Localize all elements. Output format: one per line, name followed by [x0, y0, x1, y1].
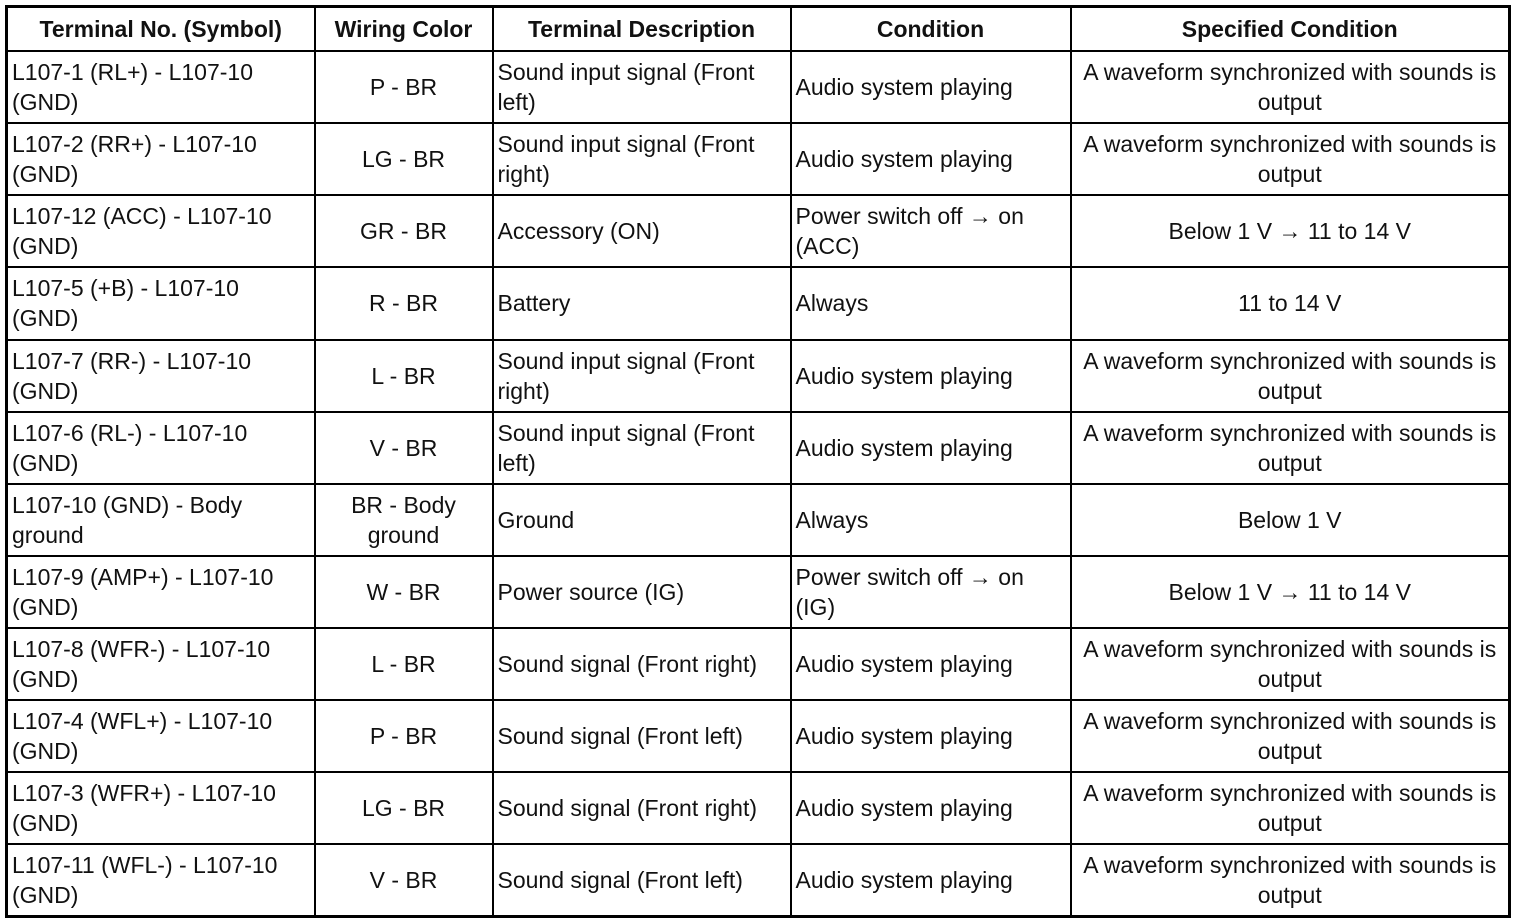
cell-terminal-description: Accessory (ON): [493, 195, 791, 267]
table-row: [7, 123, 1510, 195]
cell-terminal-no: L107-7 (RR-) - L107-10 (GND): [7, 340, 315, 412]
table-row: [7, 412, 1510, 484]
table-row: [7, 844, 1510, 916]
cell-wiring-color: L - BR: [315, 628, 493, 700]
cell-terminal-no: L107-10 (GND) - Body ground: [7, 484, 315, 556]
table-row: [7, 340, 1510, 412]
cell-terminal-description: Battery: [493, 267, 791, 339]
cell-condition: Audio system playing: [791, 628, 1071, 700]
table-row: [7, 267, 1510, 339]
cell-terminal-description: Sound input signal (Front left): [493, 51, 791, 123]
cell-terminal-no: L107-12 (ACC) - L107-10 (GND): [7, 195, 315, 267]
cell-terminal-no: L107-8 (WFR-) - L107-10 (GND): [7, 628, 315, 700]
table-row: [7, 195, 1510, 267]
cell-terminal-description: Sound input signal (Front right): [493, 340, 791, 412]
cell-terminal-description: Power source (IG): [493, 556, 791, 628]
cell-wiring-color: V - BR: [315, 412, 493, 484]
header-condition: Condition: [791, 7, 1071, 52]
cell-terminal-description: Ground: [493, 484, 791, 556]
terminal-inspection-table: [5, 5, 1511, 918]
cell-wiring-color: LG - BR: [315, 772, 493, 844]
header-terminal-description: Terminal Description: [493, 7, 791, 52]
cell-terminal-description: Sound signal (Front right): [493, 772, 791, 844]
cell-wiring-color: BR - Body ground: [315, 484, 493, 556]
cell-specified-condition: Below 1 V → 11 to 14 V: [1071, 195, 1510, 267]
cell-wiring-color: R - BR: [315, 267, 493, 339]
cell-condition: Audio system playing: [791, 412, 1071, 484]
cell-terminal-no: L107-2 (RR+) - L107-10 (GND): [7, 123, 315, 195]
cell-terminal-description: Sound signal (Front right): [493, 628, 791, 700]
cell-condition: Audio system playing: [791, 340, 1071, 412]
cell-terminal-no: L107-1 (RL+) - L107-10 (GND): [7, 51, 315, 123]
table-row: [7, 484, 1510, 556]
cell-condition: Always: [791, 267, 1071, 339]
cell-specified-condition: Below 1 V: [1071, 484, 1510, 556]
cell-wiring-color: V - BR: [315, 844, 493, 916]
cell-terminal-no: L107-6 (RL-) - L107-10 (GND): [7, 412, 315, 484]
cell-wiring-color: P - BR: [315, 51, 493, 123]
table-row: [7, 772, 1510, 844]
table-row: [7, 628, 1510, 700]
cell-specified-condition: A waveform synchronized with sounds is output: [1071, 772, 1510, 844]
cell-terminal-no: L107-11 (WFL-) - L107-10 (GND): [7, 844, 315, 916]
cell-specified-condition: A waveform synchronized with sounds is output: [1071, 51, 1510, 123]
cell-terminal-no: L107-4 (WFL+) - L107-10 (GND): [7, 700, 315, 772]
header-wiring-color: Wiring Color: [315, 7, 493, 52]
table-row: [7, 556, 1510, 628]
header-terminal-no: Terminal No. (Symbol): [7, 7, 315, 52]
cell-terminal-description: Sound signal (Front left): [493, 844, 791, 916]
cell-condition: Audio system playing: [791, 844, 1071, 916]
cell-condition: Power switch off → on (IG): [791, 556, 1071, 628]
cell-wiring-color: L - BR: [315, 340, 493, 412]
table-header-row: [7, 7, 1510, 52]
cell-wiring-color: GR - BR: [315, 195, 493, 267]
cell-condition: Power switch off → on (ACC): [791, 195, 1071, 267]
cell-condition: Audio system playing: [791, 123, 1071, 195]
cell-wiring-color: W - BR: [315, 556, 493, 628]
cell-condition: Audio system playing: [791, 772, 1071, 844]
cell-specified-condition: Below 1 V → 11 to 14 V: [1071, 556, 1510, 628]
cell-terminal-no: L107-5 (+B) - L107-10 (GND): [7, 267, 315, 339]
cell-specified-condition: A waveform synchronized with sounds is output: [1071, 700, 1510, 772]
cell-specified-condition: A waveform synchronized with sounds is output: [1071, 123, 1510, 195]
table-row: [7, 700, 1510, 772]
cell-condition: Always: [791, 484, 1071, 556]
cell-terminal-description: Sound signal (Front left): [493, 700, 791, 772]
cell-specified-condition: 11 to 14 V: [1071, 267, 1510, 339]
table-row: [7, 51, 1510, 123]
cell-terminal-no: L107-3 (WFR+) - L107-10 (GND): [7, 772, 315, 844]
cell-specified-condition: A waveform synchronized with sounds is output: [1071, 844, 1510, 916]
cell-terminal-no: L107-9 (AMP+) - L107-10 (GND): [7, 556, 315, 628]
cell-terminal-description: Sound input signal (Front left): [493, 412, 791, 484]
header-specified-condition: Specified Condition: [1071, 7, 1510, 52]
cell-terminal-description: Sound input signal (Front right): [493, 123, 791, 195]
cell-specified-condition: A waveform synchronized with sounds is output: [1071, 412, 1510, 484]
cell-specified-condition: A waveform synchronized with sounds is output: [1071, 628, 1510, 700]
cell-wiring-color: LG - BR: [315, 123, 493, 195]
cell-condition: Audio system playing: [791, 51, 1071, 123]
cell-wiring-color: P - BR: [315, 700, 493, 772]
cell-condition: Audio system playing: [791, 700, 1071, 772]
cell-specified-condition: A waveform synchronized with sounds is output: [1071, 340, 1510, 412]
